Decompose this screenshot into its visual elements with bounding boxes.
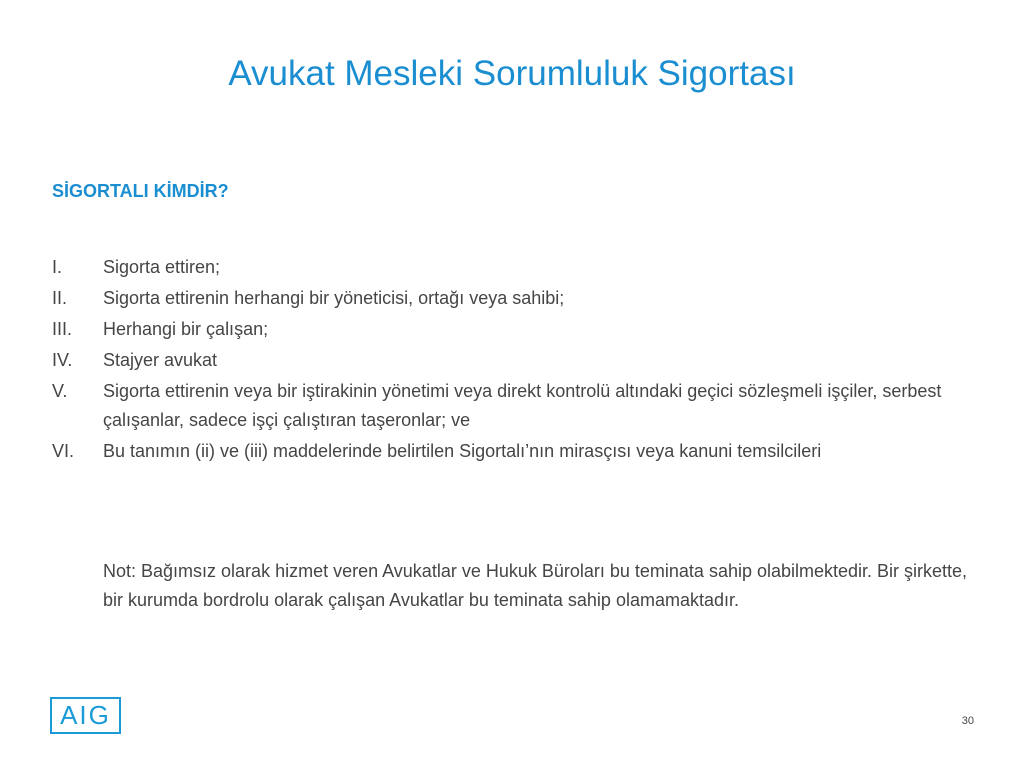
list-item-number: I. [52, 257, 63, 277]
slide-title: Avukat Mesleki Sorumluluk Sigortası [228, 54, 796, 93]
note-paragraph: Not: Bağımsız olarak hizmet veren Avukatlar ve Hukuk Büroları bu teminata sahip olabilmektedir. Bir şirkette, bir kurumda bordrolu olarak çalışan Avukatlar bu teminata sahip olamamaktadır. [103, 561, 968, 610]
list-item-number: II. [52, 288, 68, 308]
list-item-text: Stajyer avukat [103, 350, 218, 370]
list-item-number: III. [52, 319, 73, 339]
list-item-text: Sigorta ettirenin veya bir iştirakinin yönetimi veya direkt kontrolü altındaki geçici sözleşmeli işçiler, serbest çalışanlar, sadece işçi çalıştıran taşeronlar; ve [103, 381, 942, 430]
list-item-text: Herhangi bir çalışan; [103, 319, 269, 339]
aig-logo: AIG [50, 697, 121, 734]
list-item [52, 284, 972, 313]
list-item-text: Bu tanımın (ii) ve (iii) maddelerinde belirtilen Sigortalı’nın mirasçısı veya kanuni temsilcileri [103, 441, 822, 461]
list-item [52, 253, 972, 282]
list-item [52, 346, 972, 375]
section-heading: SİGORTALI KİMDİR? [52, 181, 229, 201]
list-item-text: Sigorta ettiren; [103, 257, 221, 277]
list-item [52, 437, 972, 466]
list-item-text: Sigorta ettirenin herhangi bir yöneticisi, ortağı veya sahibi; [103, 288, 565, 308]
list-item-number: V. [52, 381, 68, 401]
list-item [52, 315, 972, 344]
list-item-number: IV. [52, 350, 73, 370]
insured-list [52, 253, 972, 468]
list-item-number: VI. [52, 441, 75, 461]
page-number: 30 [961, 715, 974, 727]
list-item [52, 377, 972, 435]
